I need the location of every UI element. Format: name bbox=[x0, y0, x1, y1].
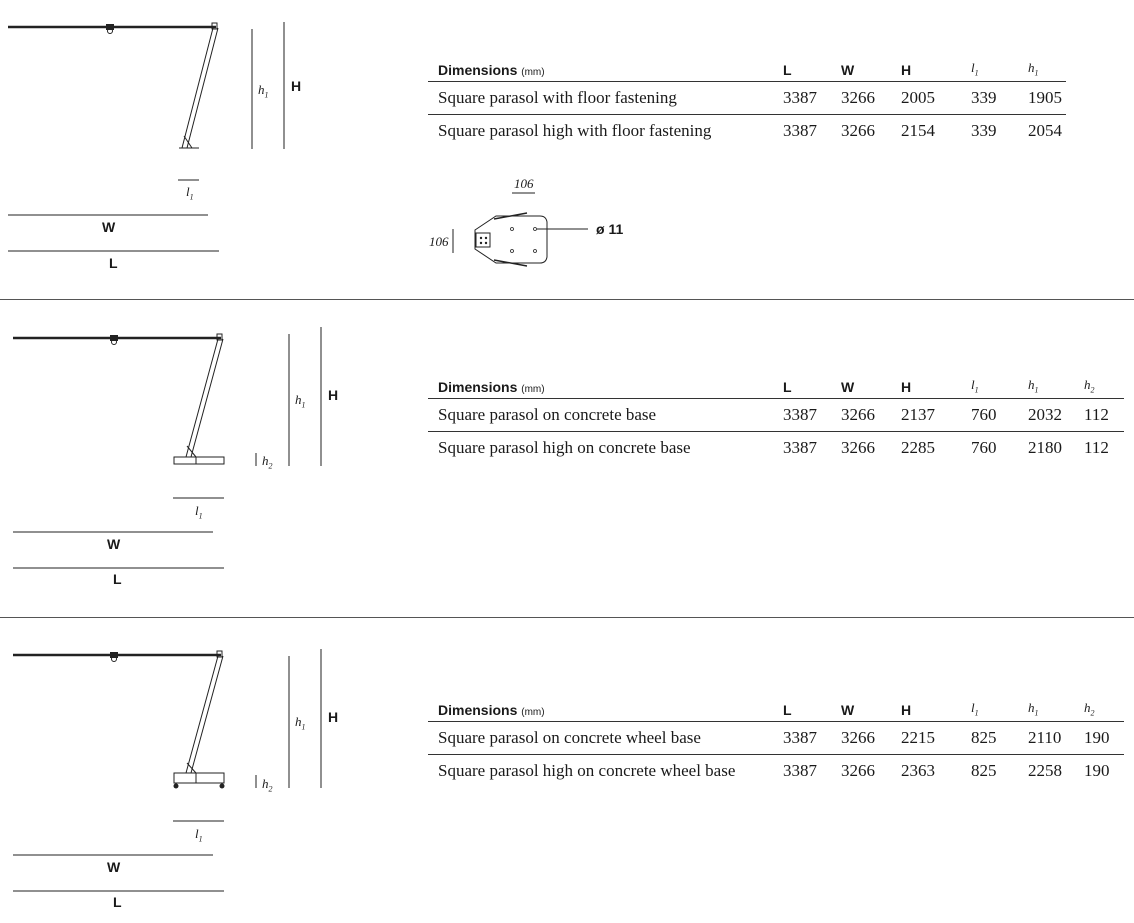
H-label: H bbox=[291, 78, 302, 94]
col-W: W bbox=[841, 58, 901, 82]
l1-label: $l_1$ bbox=[195, 503, 203, 521]
col-H: H bbox=[901, 375, 971, 399]
W-label: W bbox=[107, 536, 121, 552]
cell-H: 2215 bbox=[901, 722, 971, 755]
col-L: L bbox=[783, 375, 841, 399]
cell-l1: 760 bbox=[971, 399, 1028, 432]
h2-label: $h_2$ bbox=[262, 776, 273, 794]
H-label: H bbox=[328, 387, 339, 403]
cell-L: 3387 bbox=[783, 121, 817, 140]
dimensions-header: Dimensions (mm) bbox=[428, 698, 783, 722]
table-row bbox=[428, 432, 1124, 465]
section-concrete-base bbox=[0, 300, 1134, 617]
cell-h1: 2258 bbox=[1028, 761, 1062, 780]
L-label: L bbox=[109, 255, 118, 271]
cell-h1: 2180 bbox=[1028, 438, 1062, 457]
h1-label: $h_1$ bbox=[295, 392, 306, 410]
col-W: W bbox=[841, 375, 901, 399]
row-name: Square parasol on concrete base bbox=[428, 399, 783, 432]
cell-l1: 825 bbox=[971, 722, 1028, 755]
row-name: Square parasol high on concrete wheel base bbox=[438, 761, 736, 780]
cell-l1: 339 bbox=[971, 121, 997, 140]
cell-H: 2285 bbox=[901, 438, 935, 457]
cell-h2: 190 bbox=[1084, 761, 1110, 780]
cell-L: 3387 bbox=[783, 399, 841, 432]
section-floor-fastening bbox=[0, 0, 1134, 300]
dimensions-header: Dimensions (mm) bbox=[428, 375, 783, 399]
cell-l1: 760 bbox=[971, 438, 997, 457]
cell-L: 3387 bbox=[783, 722, 841, 755]
detail-dim-left: 106 bbox=[429, 234, 449, 249]
col-L: L bbox=[783, 698, 841, 722]
l1-label: $l_1$ bbox=[186, 184, 194, 202]
col-H: H bbox=[901, 698, 971, 722]
table-row bbox=[428, 722, 1124, 755]
table-header-row bbox=[428, 375, 1124, 399]
dimensions-header: Dimensions (mm) bbox=[428, 58, 783, 82]
h2-label: $h_2$ bbox=[262, 453, 273, 471]
col-l1: $l_1$ bbox=[971, 698, 1028, 722]
h1-label: $h_1$ bbox=[258, 82, 269, 100]
fastening-plate-detail bbox=[0, 0, 1134, 300]
cell-h1: 2110 bbox=[1028, 722, 1084, 755]
col-h1: $h_1$ bbox=[1028, 58, 1066, 82]
row-name: Square parasol high on concrete base bbox=[438, 438, 691, 457]
col-h2: $h_2$ bbox=[1084, 698, 1124, 722]
cell-L: 3387 bbox=[783, 438, 817, 457]
cell-h2: 112 bbox=[1084, 399, 1124, 432]
cell-h1: 2054 bbox=[1028, 121, 1062, 140]
cell-W: 3266 bbox=[841, 438, 875, 457]
row-name: Square parasol on concrete wheel base bbox=[428, 722, 783, 755]
hole-diameter-label: ø 11 bbox=[596, 221, 624, 237]
cell-l1: 339 bbox=[971, 82, 1028, 115]
col-l1: $l_1$ bbox=[971, 58, 1028, 82]
table-row bbox=[428, 755, 1124, 788]
col-h1: $h_1$ bbox=[1028, 698, 1084, 722]
cell-W: 3266 bbox=[841, 82, 901, 115]
dimensions-table-concrete-base bbox=[428, 375, 1124, 464]
cell-H: 2005 bbox=[901, 82, 971, 115]
cell-L: 3387 bbox=[783, 82, 841, 115]
cell-h1: 2032 bbox=[1028, 399, 1084, 432]
cell-H: 2154 bbox=[901, 121, 935, 140]
col-h2: $h_2$ bbox=[1084, 375, 1124, 399]
row-name: Square parasol high with floor fastening bbox=[438, 121, 712, 140]
cell-h1: 1905 bbox=[1028, 82, 1066, 115]
W-label: W bbox=[102, 219, 116, 235]
cell-H: 2363 bbox=[901, 761, 935, 780]
h1-label: $h_1$ bbox=[295, 714, 306, 732]
l1-label: $l_1$ bbox=[195, 826, 203, 844]
cell-h2: 112 bbox=[1084, 438, 1109, 457]
row-name: Square parasol with floor fastening bbox=[428, 82, 783, 115]
parasol-concrete-base-drawing bbox=[0, 300, 360, 610]
parasol-concrete-wheel-base-drawing bbox=[0, 618, 360, 923]
L-label: L bbox=[113, 571, 122, 587]
dimensions-table-concrete-wheel-base bbox=[428, 698, 1124, 787]
L-label: L bbox=[113, 894, 122, 910]
cell-W: 3266 bbox=[841, 761, 875, 780]
col-L: L bbox=[783, 58, 841, 82]
col-H: H bbox=[901, 58, 971, 82]
col-h1: $h_1$ bbox=[1028, 375, 1084, 399]
cell-l1: 825 bbox=[971, 761, 997, 780]
section-concrete-wheel-base bbox=[0, 618, 1134, 923]
cell-W: 3266 bbox=[841, 121, 875, 140]
H-label: H bbox=[328, 709, 339, 725]
detail-dim-top: 106 bbox=[514, 176, 534, 191]
cell-W: 3266 bbox=[841, 722, 901, 755]
cell-h2: 190 bbox=[1084, 722, 1124, 755]
cell-L: 3387 bbox=[783, 761, 817, 780]
cell-W: 3266 bbox=[841, 399, 901, 432]
table-header-row bbox=[428, 698, 1124, 722]
col-l1: $l_1$ bbox=[971, 375, 1028, 399]
W-label: W bbox=[107, 859, 121, 875]
cell-H: 2137 bbox=[901, 399, 971, 432]
table-row bbox=[428, 399, 1124, 432]
col-W: W bbox=[841, 698, 901, 722]
